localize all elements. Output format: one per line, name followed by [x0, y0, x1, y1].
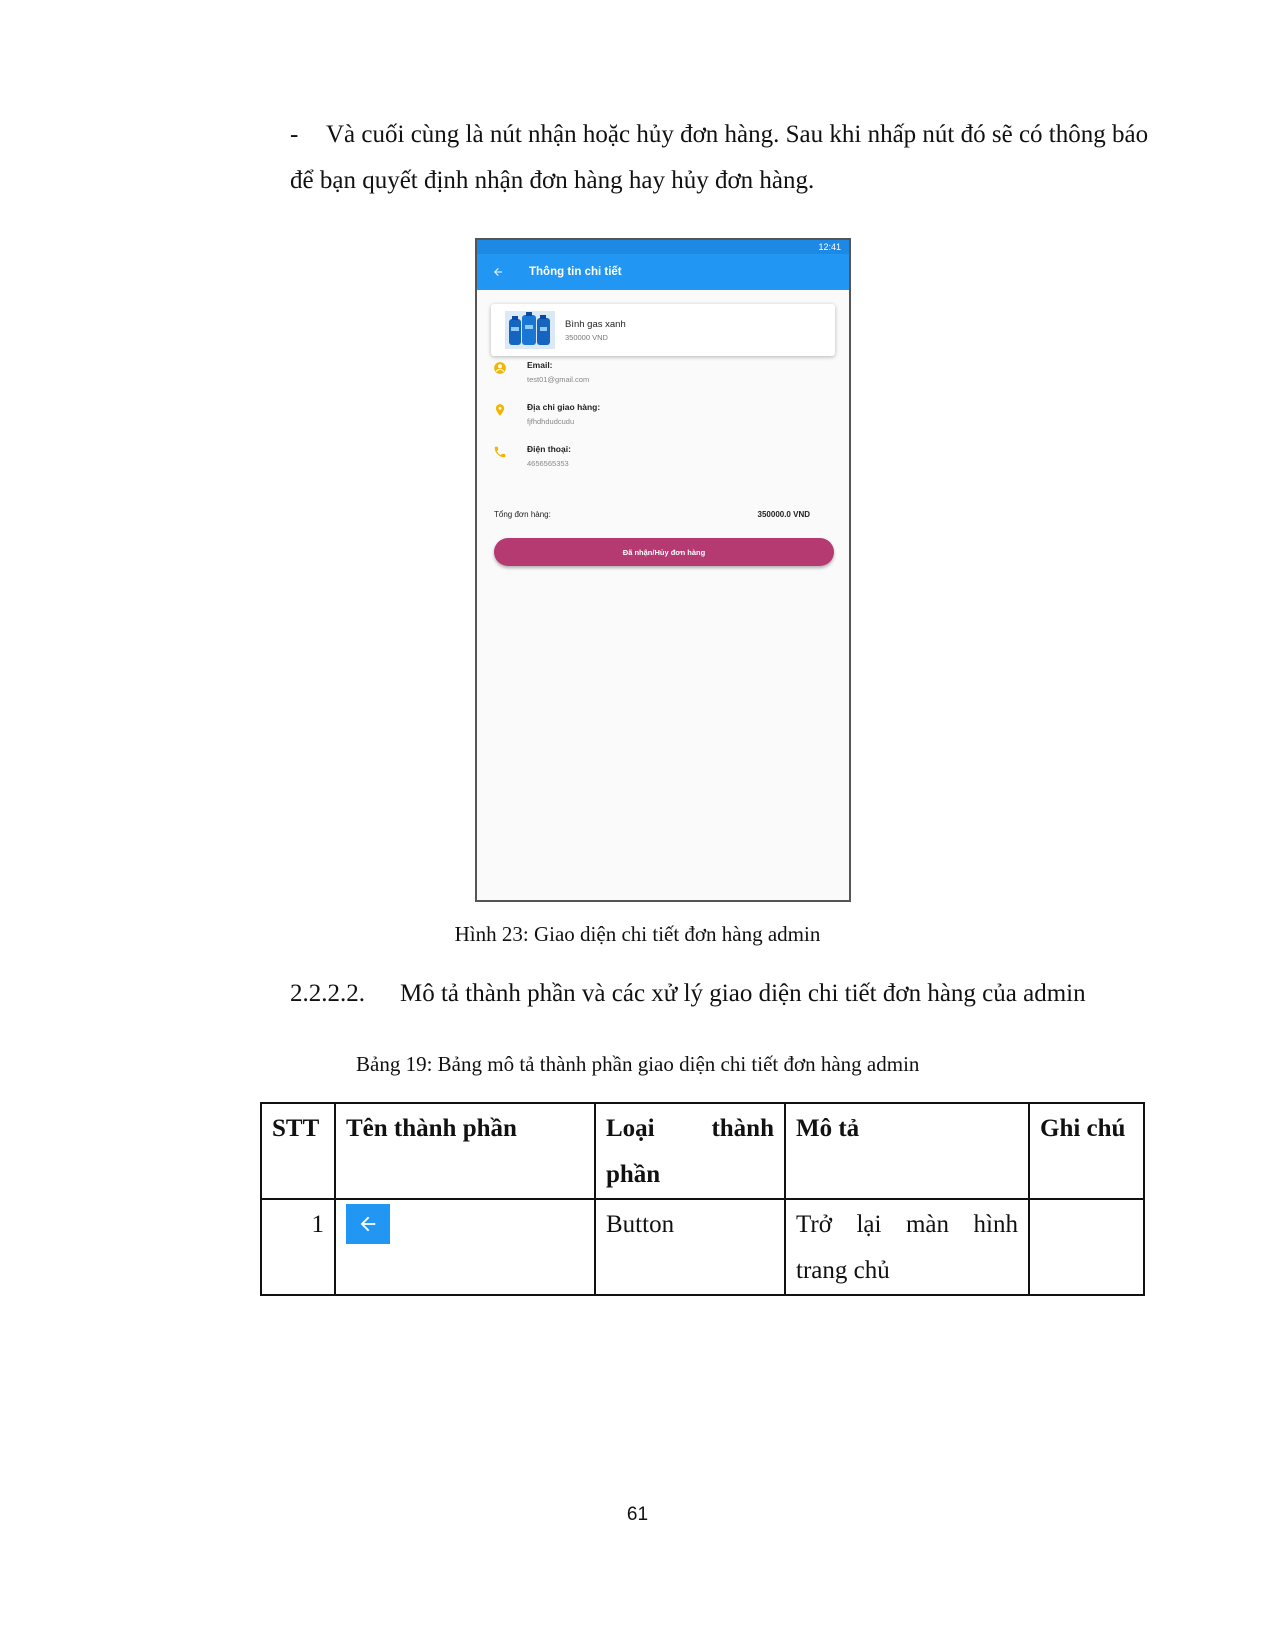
- status-time: 12:41: [818, 242, 841, 252]
- header-note: Ghi chú: [1029, 1103, 1144, 1199]
- bullet-dash: -: [290, 121, 299, 148]
- location-pin-icon: [493, 403, 507, 417]
- order-total-value: 350000.0 VND: [757, 510, 810, 519]
- phone-row: [493, 444, 571, 468]
- app-screenshot: [475, 238, 851, 902]
- order-total-row: [494, 510, 810, 519]
- header-component-name: Tên thành phần: [335, 1103, 595, 1199]
- desc-word-4: hình: [973, 1211, 1018, 1238]
- table-header-row: [261, 1103, 1144, 1199]
- product-card[interactable]: [491, 304, 835, 356]
- order-total-label: Tổng đơn hàng:: [494, 510, 551, 519]
- address-label: Địa chỉ giao hàng:: [527, 402, 601, 412]
- desc-word-3: màn: [905, 1211, 950, 1238]
- section-number: 2.2.2.2.: [290, 980, 365, 1007]
- header-type-word-3: phần: [606, 1161, 661, 1188]
- email-row: [493, 360, 589, 384]
- receive-cancel-order-button[interactable]: Đã nhận/Hủy đơn hàng: [494, 538, 834, 566]
- address-value: fjfhdhdudcudu: [527, 417, 575, 426]
- section-title: Mô tả thành phần và các xử lý giao diện chi tiết đơn hàng của admin: [400, 980, 1086, 1007]
- header-description: Mô tả: [785, 1103, 1029, 1199]
- section-heading: [290, 980, 1086, 1008]
- figure-caption: Hình 23: Giao diện chi tiết đơn hàng admin: [454, 922, 821, 946]
- component-table: [260, 1102, 1145, 1296]
- desc-word-1: Trở: [796, 1211, 832, 1238]
- header-stt: STT: [261, 1103, 335, 1199]
- back-arrow-icon[interactable]: [487, 261, 509, 283]
- row-stt: 1: [261, 1199, 335, 1295]
- row-type: Button: [595, 1199, 785, 1295]
- header-type-word-1: Loại: [606, 1115, 655, 1142]
- header-type-word-2: thành: [711, 1115, 774, 1142]
- page-number: 61: [626, 1504, 649, 1525]
- account-circle-icon: [493, 361, 507, 375]
- desc-line-2: trang chủ: [796, 1257, 890, 1284]
- arrow-left-icon: [346, 1204, 390, 1244]
- table-caption: Bảng 19: Bảng mô tả thành phần giao diện chi tiết đơn hàng admin: [356, 1052, 920, 1076]
- row-note: [1029, 1199, 1144, 1295]
- intro-paragraph: [290, 112, 1150, 204]
- table-row: [261, 1199, 1144, 1295]
- app-bar: [477, 254, 849, 290]
- product-name: Bình gas xanh: [565, 318, 626, 330]
- product-price: 350000 VND: [565, 332, 608, 342]
- gas-cylinder-image: [505, 311, 555, 349]
- header-component-type: [595, 1103, 785, 1199]
- desc-word-2: lại: [856, 1211, 882, 1238]
- status-bar: [477, 240, 849, 254]
- row-description: [785, 1199, 1029, 1295]
- phone-label: Điện thoại:: [527, 444, 571, 454]
- phone-value: 4656565353: [527, 459, 569, 468]
- address-row: [493, 402, 600, 426]
- phone-icon: [493, 445, 507, 459]
- intro-text: Và cuối cùng là nút nhận hoặc hủy đơn hàng. Sau khi nhấp nút đó sẽ có thông báo để bạn quyết định nhận đơn hàng hay hủy đơn hàng.: [290, 121, 1149, 194]
- email-label: Email:: [527, 360, 553, 370]
- app-bar-title: Thông tin chi tiết: [529, 266, 622, 278]
- row-component: [335, 1199, 595, 1295]
- email-value: test01@gmail.com: [527, 375, 590, 384]
